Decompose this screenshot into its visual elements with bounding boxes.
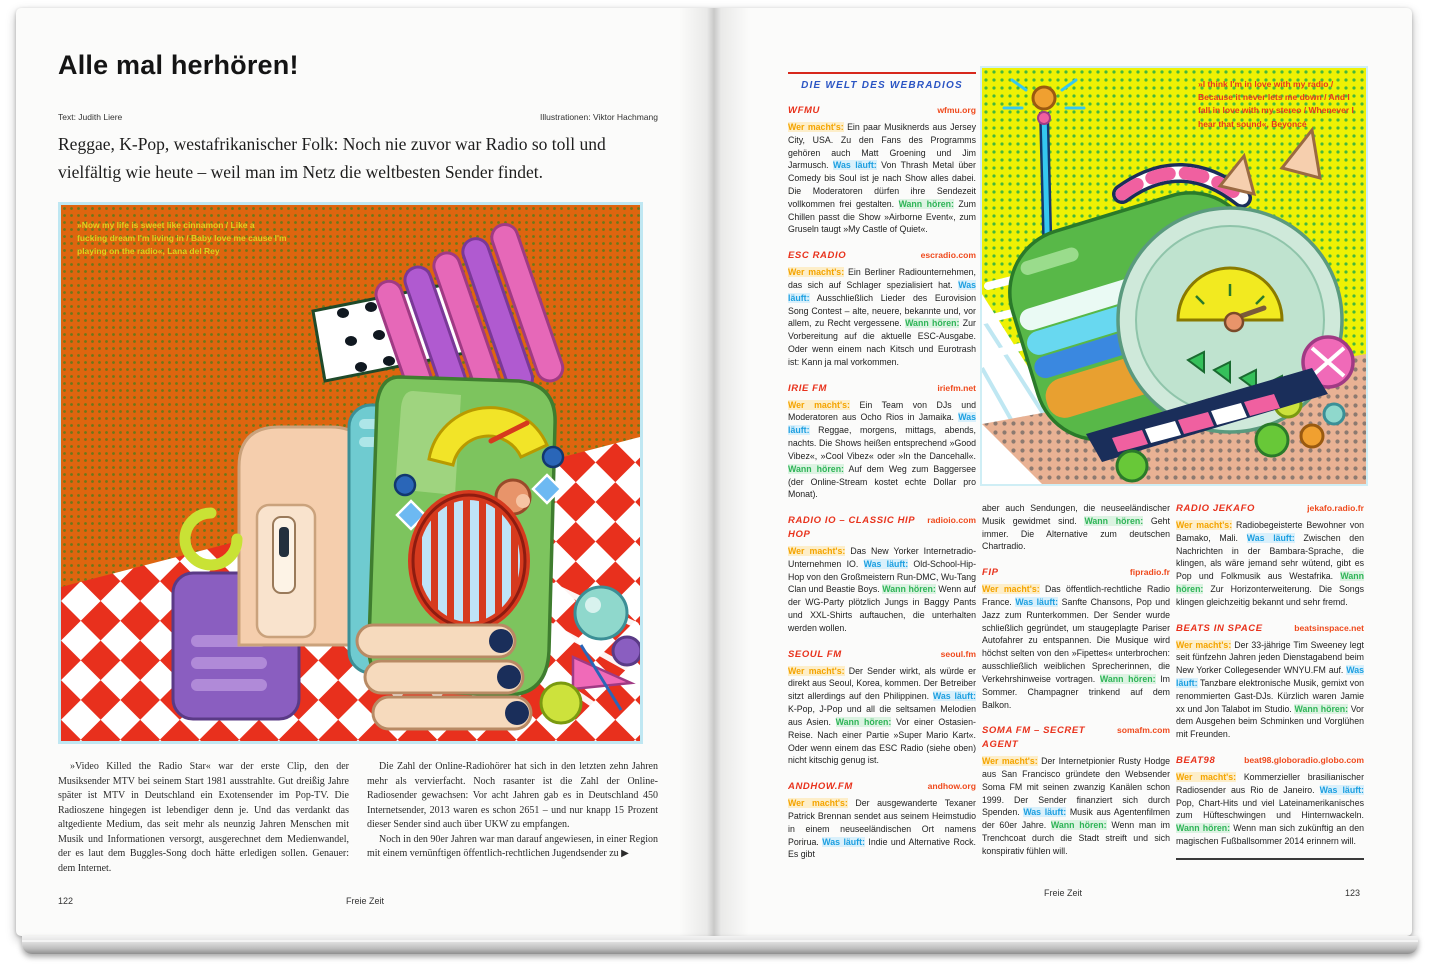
station-name: FIP <box>982 567 999 579</box>
label-was-laeuft: Was läuft: <box>1023 807 1067 818</box>
station-name: BEATS IN SPACE <box>1176 622 1263 634</box>
body-paragraph-1: »Video Killed the Radio Star« war der erste Clip, den der Musiksender MTV bei seinem Start 1981 ausstrahlte. Gut dreißig Jahre später ist MTV in Deutschland ein Exotensender im Pop-TV. Die Radioszene hingegen ist lebendiger denn je. Und das verdankt das altgediente Medium, das seit mehr als neunzig Jahren Menschen mit Musik und Informationen versorgt, ausgerechnet dem Medienwandel, der es laut dem Buggles-Song doch hätte erledigen sollen. Genauer: dem Internet. <box>58 761 349 874</box>
station-name: ESC RADIO <box>788 250 847 262</box>
station-description: Wer macht's: Kommerzieller brasilianischer Radiosender aus Rio de Janeiro. Was läuft: Pop, Chart-Hits und viel Lateinamerikanisches zum Hüfteschwingen und Hinternwackeln. Wann hören: Wenn man sich zukünftig an den magischen Fußballsommer 2014 erinnern will. <box>1176 772 1364 847</box>
section-rule <box>788 72 976 74</box>
page-right <box>714 8 1412 936</box>
station-description: Wer macht's: Das öffentlich-rechtliche Radio France. Was läuft: Sanfte Chansons, Pop und Jazz zum Runterkommen. Der Sender wurde schließlich gegründet, um staugeplagte Pariser Autofahrer zu entspannen. Die Musique wird höchst selten von den »Fipettes« unterbrochen: ausschließlich weiblichen Sprecherinnen, die Verkehrshinweise vortragen. Wann hören: Im Sommer. Champagner trinkend auf dem Balkon. <box>982 584 1170 710</box>
label-wer-machts: Wer macht's: <box>788 798 848 809</box>
station-radio-jekafo <box>1176 502 1364 609</box>
station-url: somafm.com <box>1116 725 1170 736</box>
article-title: Alle mal herhören! <box>58 50 299 80</box>
label-was-laeuft: Was läuft: <box>788 280 976 303</box>
page-edge-line <box>22 940 1418 942</box>
station-fip <box>982 566 1170 711</box>
article-body <box>58 760 658 888</box>
magazine-spread <box>16 8 1412 936</box>
station-wfmu <box>788 104 976 236</box>
station-name: BEAT98 <box>1176 755 1216 767</box>
station-seoul-fm <box>788 648 976 767</box>
label-was-laeuft: Was läuft: <box>1176 665 1364 688</box>
label-wann-hoeren: Wann hören: <box>1294 703 1349 714</box>
station-name: SOMA FM – SECRET AGENT <box>982 725 1086 751</box>
station-name: RADIO IO – CLASSIC HIP HOP <box>788 515 915 541</box>
label-was-laeuft: Was läuft: <box>822 836 865 847</box>
station-esc-radio <box>788 249 976 368</box>
label-wann-hoeren: Wann hören: <box>1176 823 1231 834</box>
station-description: Wer macht's: Der Sender wirkt, als würde er direkt aus Seoul, Korea, kommen. Der Betreiber sitzt allerdings auf den Philippinen. Was läuft: K-Pop, J-Pop und all die seltsamen Melodien aus Asien. Wann hören: Vor einer Ostasien-Reise. Nach einer Partie »Super Mario Kart«. Oder wenn einem das ESC Radio (siehe oben) nicht kitschig genug ist. <box>788 665 976 766</box>
label-was-laeuft: Was läuft: <box>1015 597 1059 607</box>
label-was-laeuft: Was läuft: <box>833 160 877 171</box>
station-irie-fm <box>788 382 976 501</box>
label-wann-hoeren: Wann hören: <box>1176 571 1364 594</box>
page-number-left: 122 <box>58 896 74 906</box>
station-name: ANDHOW.FM <box>788 781 853 793</box>
station-url: radioio.com <box>927 515 976 526</box>
station-url: seoul.fm <box>940 648 976 659</box>
label-wer-machts: Wer macht's: <box>1176 639 1232 650</box>
label-was-laeuft: Was läuft: <box>932 691 976 702</box>
station-name: RADIO JEKAFO <box>1176 503 1255 514</box>
lyric-quote-lana: »Now my life is sweet like cinnamon / Like a fucking dream I'm living in / Baby love me cause I'm playing on the radio«, Lana del Rey <box>77 220 287 256</box>
station-radio-io <box>788 514 976 635</box>
footer-title-left: Freie Zeit <box>345 896 384 906</box>
label-wann-hoeren: Wann hören: <box>788 463 844 474</box>
station-beats-in-space <box>1176 622 1364 741</box>
label-wer-machts: Wer macht's: <box>788 267 845 278</box>
intro-paragraph: Reggae, K-Pop, westafrikanischer Folk: Noch nie zuvor war Radio so toll und vielfältig wie heute – weil man im Netz die weltbesten Sender findet. <box>58 134 606 182</box>
station-description: Wer macht's: Der ausgewanderte Texaner Patrick Brennan sendet aus seinem Heimstudio in einem neuseeländischen Ort namens Porirua. Was läuft: Indie und Alternative Rock. Es gibt <box>788 798 976 860</box>
label-was-laeuft: Was läuft: <box>863 558 909 569</box>
station-description: Wer macht's: Radiobegeisterte Bewohner von Bamako, Mali. Was läuft: Zwischen den Nachrichten in der Bambara-Sprache, die klingen, als wäre jemand sehr wütend, gibt es Pop und Folkmusik aus Westafrika. Wann hören: Zur Horizonterweiterung. Die Songs klingen gleichzeitig bekannt und sehr fremd. <box>1176 519 1364 607</box>
station-andhow-fm <box>788 780 976 861</box>
label-wann-hoeren: Wann hören: <box>1084 515 1144 526</box>
label-wann-hoeren: Wann hören: <box>1050 820 1107 831</box>
body-paragraph-3: Noch in den 90er Jahren war man darauf angewiesen, in einer Region mit einem vernünftigen öffentlich-rechtlichen Jugendsender zu ▶ <box>367 833 658 859</box>
label-wer-machts: Wer macht's: <box>1176 519 1233 530</box>
station-name: IRIE FM <box>788 382 828 394</box>
label-wann-hoeren: Wann hören: <box>882 584 936 595</box>
radio-illustration-right <box>980 66 1368 486</box>
byline-row <box>58 112 658 122</box>
station-url: beat98.globoradio.globo.com <box>1244 755 1364 766</box>
station-url: wfmu.org <box>937 105 976 115</box>
label-wer-machts: Wer macht's: <box>982 584 1040 595</box>
station-description: aber auch Sendungen, die neuseeländischer Musik gewidmet sind. Wann hören: Geht immer. Die Alternative zum deutschen Chartradio. <box>982 503 1170 552</box>
label-wann-hoeren: Wann hören: <box>1099 673 1156 684</box>
label-wer-machts: Wer macht's: <box>788 665 845 676</box>
label-wer-machts: Wer macht's: <box>1176 772 1237 782</box>
label-was-laeuft: Was läuft: <box>788 412 976 436</box>
station-description: Wer macht's: Das New Yorker Internetradio-Unternehmen IO. Was läuft: Old-School-Hip-Hop von den Großmeistern Run-DMC, Wu-Tang Clan und Beastie Boys. Wann hören: Wenn auf der WG-Party plötzlich Jungs in Baggy Pants und XXL-Shirts auftauchen, die unterhalten werden wollen. <box>788 546 976 633</box>
station-column-2 <box>982 502 1170 894</box>
page-left <box>16 8 714 936</box>
byline-illustrator: Illustrationen: Viktor Hachmang <box>540 112 658 122</box>
station-description: Wer macht's: Der 33-jährige Tim Sweeney legt seit fünfzehn Jahren jeden Dienstagabend beim New Yorker Collegesender WNYU.FM auf. Was läuft: Tanzbare elektronische Musik, gemixt von renommierten Gast-DJs. Kürzlich waren Jamie xx und Jon Talabot im Studio. Wann hören: Vor dem Ausgehen beim Schminken und Vorglühen mit Freunden. <box>1176 639 1364 740</box>
label-wer-machts: Wer macht's: <box>982 756 1038 767</box>
station-description: Wer macht's: Der Internetpionier Rusty Hodge aus San Francisco gründete den Websender Soma FM mit seinen zwanzig Kanälen schon 1999. Der Sender finanziert sich durch Spenden. Was läuft: Musik aus Agentenfilmen der 60er Jahre. Wann hören: Wenn man im Trenchcoat durch die Stadt streift und sich konspirativ fühlen will. <box>982 756 1170 856</box>
station-name: WFMU <box>788 105 820 116</box>
byline-author: Text: Judith Liere <box>58 112 123 122</box>
section-header: DIE WELT DES WEBRADIOS <box>801 80 963 91</box>
label-wann-hoeren: Wann hören: <box>835 716 892 727</box>
label-wer-machts: Wer macht's: <box>788 121 844 132</box>
body-paragraph-2: Die Zahl der Online-Radiohörer hat sich in den letzten zehn Jahren mehr als vervierfacht. Noch rasanter ist die Zahl der Online-Radiosender gewachsen: Vor acht Jahren gab es in Deutschland 450 Internetsender, 2013 waren es schon 2651 – und nur knapp 15 Prozent dieser Sender sind auch über UKW zu empfangen. <box>367 761 658 830</box>
label-was-laeuft: Was läuft: <box>1246 532 1295 543</box>
station-url: escradio.com <box>920 250 976 261</box>
station-soma-fm <box>982 724 1170 857</box>
label-wer-machts: Wer macht's: <box>788 546 846 556</box>
station-column-3 <box>1176 502 1364 894</box>
label-wann-hoeren: Wann hören: <box>905 318 960 329</box>
station-beat98 <box>1176 754 1364 860</box>
station-url: beatsinspace.net <box>1294 622 1364 633</box>
station-url: iriefm.net <box>937 382 976 393</box>
station-name: SEOUL FM <box>788 648 842 660</box>
page-number-right: 123 <box>1344 888 1360 898</box>
station-description: Wer macht's: Ein Team von DJs und Moderatoren aus Ocho Rios in Jamaika. Was läuft: Reggae, morgens, mittags, abends, nachts. Die Shows heißen entsprechend »Good Vibez«, »Cool Vibez« oder »In the Dancehall«. Wann hören: Auf dem Weg zum Baggersee (der Online-Stream kostet echte Dollar pro Monat). <box>788 399 976 500</box>
footer-title-right: Freie Zeit <box>1043 888 1082 898</box>
station-column-1 <box>788 104 976 892</box>
book-page-block-edge <box>22 936 1418 954</box>
lyric-quote-beyonce: »I think I'm in love with my radio / Because it never lets me down / And I fall in love with my stereo / Whenever I hear that sound«, Beyoncé <box>1198 79 1354 129</box>
station-url: andhow.org <box>927 781 976 792</box>
station-url: jekafo.radio.fr <box>1307 503 1364 513</box>
radio-illustration-left <box>58 202 643 744</box>
radio-illustration-left-art <box>61 205 640 741</box>
label-wer-machts: Wer macht's: <box>788 399 850 410</box>
label-wann-hoeren: Wann hören: <box>898 198 954 209</box>
station-description: Wer macht's: Ein Berliner Radiounternehmen, das sich auf Schlager spezialisiert hat. Was läuft: Ausschließlich Lieder des Eurovision Song Contest – alte, neuere, bekannte und, vor allem, zu Recht vergessene. Wann hören: Zur Vorbereitung auf die aktuelle ESC-Ausgabe. Oder wenn einem nach Kitsch und Eurotrash ist: Kann ja mal vorkommen. <box>788 267 976 367</box>
station-description: Wer macht's: Ein paar Musiknerds aus Jersey City, USA. Zu den Fans des Programms gehören auch Matt Groening und Jim Jarmusch. Was läuft: Von Thrash Metal über Comedy bis Soul ist je nach Show alles dabei. Die Moderatoren dürfen ihre Sendezeit vollkommen frei gestalten. Wann hören: Zum Chillen passt die Show »Airborne Event«, zum Gruseln taugt »My Castle of Quiet«. <box>788 121 976 235</box>
station-url: fipradio.fr <box>1129 567 1170 578</box>
station-andhow-fm-continued <box>982 502 1170 553</box>
label-was-laeuft: Was läuft: <box>1319 784 1364 795</box>
end-rule <box>1176 858 1364 860</box>
